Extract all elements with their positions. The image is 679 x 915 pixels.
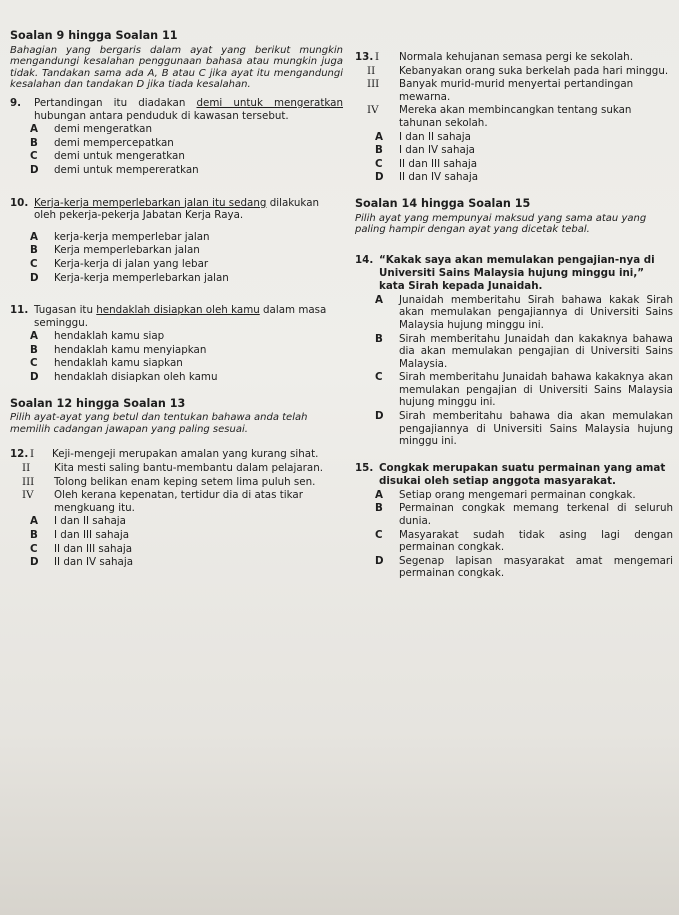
option-a[interactable]: A I dan II sahaja [375, 130, 471, 143]
question-quote: “Kakak saya akan memulakan pengajian-nya di Universiti Sains Malaysia hujung minggu ini,” kata Sirah kepada Junaidah. [379, 253, 655, 292]
option-c[interactable]: C II dan III sahaja [375, 157, 478, 170]
underlined-phrase: demi untuk mengeratkan [196, 96, 343, 109]
option-c[interactable]: C II dan III sahaja [30, 542, 133, 555]
question-stem: Congkak merupakan suatu permainan yang amat disukai oleh setiap anggota masyarakat. [379, 461, 666, 487]
question-13-statement: 13. I Normala kehujanan semasa pergi ke sekolah. [355, 51, 633, 63]
section-instruction-14-15: Pilih ayat yang mempunyai maksud yang sama atau yang paling hampir dengan ayat yang dicetak tebal. [355, 212, 647, 236]
option-a[interactable]: A kerja-kerja memperlebar jalan [30, 230, 210, 243]
question-stem: Pertandingan itu diadakan demi untuk mengeratkan hubungan antara penduduk di kawasan tersebut. [34, 96, 343, 122]
question-14 [355, 254, 673, 293]
option-b[interactable]: B hendaklah kamu menyiapkan [30, 343, 207, 356]
option-b[interactable]: B I dan III sahaja [30, 529, 130, 541]
left-column [10, 30, 343, 569]
option-b[interactable]: B demi mempercepatkan [30, 136, 174, 149]
option-a[interactable]: A Junaidah memberitahu Sirah bahawa kakak Sirah akan memulakan pengajiannya di Universiti Sains Malaysia hujung minggu ini. [375, 293, 673, 331]
question-number: 10. [10, 196, 29, 209]
question-number: 13. [355, 51, 374, 63]
question-13-statement: II Kebanyakan orang suka berkelah pada hari minggu. [367, 64, 669, 77]
option-a[interactable]: A I dan II sahaja [30, 515, 126, 528]
option-d[interactable]: D demi untuk mempereratkan [30, 163, 199, 176]
question-stem: Kerja-kerja memperlebarkan jalan itu sedang dilakukan oleh pekerja-pekerja Jabatan Kerja Raya. [34, 196, 320, 222]
section-instruction-9-11: Bahagian yang bergaris dalam ayat yang berikut mungkin mengandungi kesalahan penggunaan bahasa atau mungkin juga tidak. Tandakan sama ada A, B atau C jika ayat itu mengandungi kesalahan dan tandakan D jika tiada kesalahan. [10, 44, 343, 91]
option-a[interactable]: A demi mengeratkan [30, 123, 152, 136]
question-13-statement: III Banyak murid-murid menyertai pertandingan mewarna. [367, 78, 634, 103]
question-number: 14. [355, 253, 374, 266]
question-10 [10, 197, 343, 222]
option-d[interactable]: D II dan IV sahaja [375, 171, 479, 184]
question-9 [10, 97, 343, 122]
option-b[interactable]: B I dan IV sahaja [375, 144, 475, 157]
option-a[interactable]: A hendaklah kamu siap [30, 330, 165, 343]
underlined-phrase: hendaklah disiapkan oleh kamu [96, 304, 260, 317]
option-b[interactable]: B Sirah memberitahu Junaidah dan kakaknya bahawa dia akan memulakan pengajian di Universiti Sains Malaysia. [375, 332, 673, 370]
option-a[interactable]: A Setiap orang mengemari permainan congkak. [375, 488, 636, 501]
option-c[interactable]: C Masyarakat sudah tidak asing lagi dengan permainan congkak. [375, 528, 673, 554]
option-c[interactable]: C Kerja-kerja di jalan yang lebar [30, 257, 209, 270]
question-number: 15. [355, 461, 374, 474]
option-d[interactable]: D II dan IV sahaja [30, 556, 134, 569]
section-instruction-12-13: Pilih ayat-ayat yang betul dan tentukan bahawa anda telah memilih cadangan jawapan yang paling sesuai. [10, 412, 308, 435]
option-d[interactable]: D Sirah memberitahu bahawa dia akan memulakan pengajiannya di Universiti Sains Malaysia hujung minggu ini. [375, 410, 673, 448]
option-d[interactable]: D Kerja-kerja memperlebarkan jalan [30, 271, 229, 284]
question-13-statement: IV Mereka akan membincangkan tentang sukan tahunan sekolah. [367, 104, 632, 129]
option-b[interactable]: B Permainan congkak memang terkenal di seluruh dunia. [375, 502, 673, 528]
question-12-statement: III Tolong belikan enam keping setem lima puluh sen. [22, 475, 316, 488]
question-15 [355, 462, 673, 488]
section-heading-14-15: Soalan 14 hingga Soalan 15 [355, 196, 531, 210]
question-12-statement: 12. I Keji-mengeji merupakan amalan yang kurang sihat. [10, 448, 319, 461]
question-number: 9. [10, 96, 22, 109]
underlined-phrase: Kerja-kerja memperlebarkan jalan itu sedang [34, 196, 267, 209]
question-12-statement: IV Oleh kerana kepenatan, tertidur dia di atas tikar mengkuang itu. [22, 489, 303, 514]
right-column [355, 50, 673, 580]
option-b[interactable]: B Kerja memperlebarkan jalan [30, 244, 200, 257]
question-number: 12. [10, 448, 29, 461]
question-12-statement: II Kita mesti saling bantu-membantu dalam pelajaran. [22, 462, 323, 475]
question-number: 11. [10, 304, 29, 317]
option-d[interactable]: D hendaklah disiapkan oleh kamu [30, 371, 218, 384]
option-c[interactable]: C demi untuk mengeratkan [30, 150, 185, 163]
section-heading-9-11: Soalan 9 hingga Soalan 11 [10, 29, 178, 42]
question-11 [10, 304, 343, 329]
option-d[interactable]: D Segenap lapisan masyarakat amat mengemari permainan congkak. [375, 554, 673, 580]
option-c[interactable]: C hendaklah kamu siapkan [30, 357, 183, 370]
option-c[interactable]: C Sirah memberitahu Junaidah bahawa kakaknya akan memulakan pengajian di Universiti Sains Malaysia hujung minggu ini. [375, 371, 673, 409]
section-heading-12-13: Soalan 12 hingga Soalan 13 [10, 396, 186, 410]
question-stem: Tugasan itu hendaklah disiapkan oleh kamu dalam masa seminggu. [34, 304, 327, 329]
